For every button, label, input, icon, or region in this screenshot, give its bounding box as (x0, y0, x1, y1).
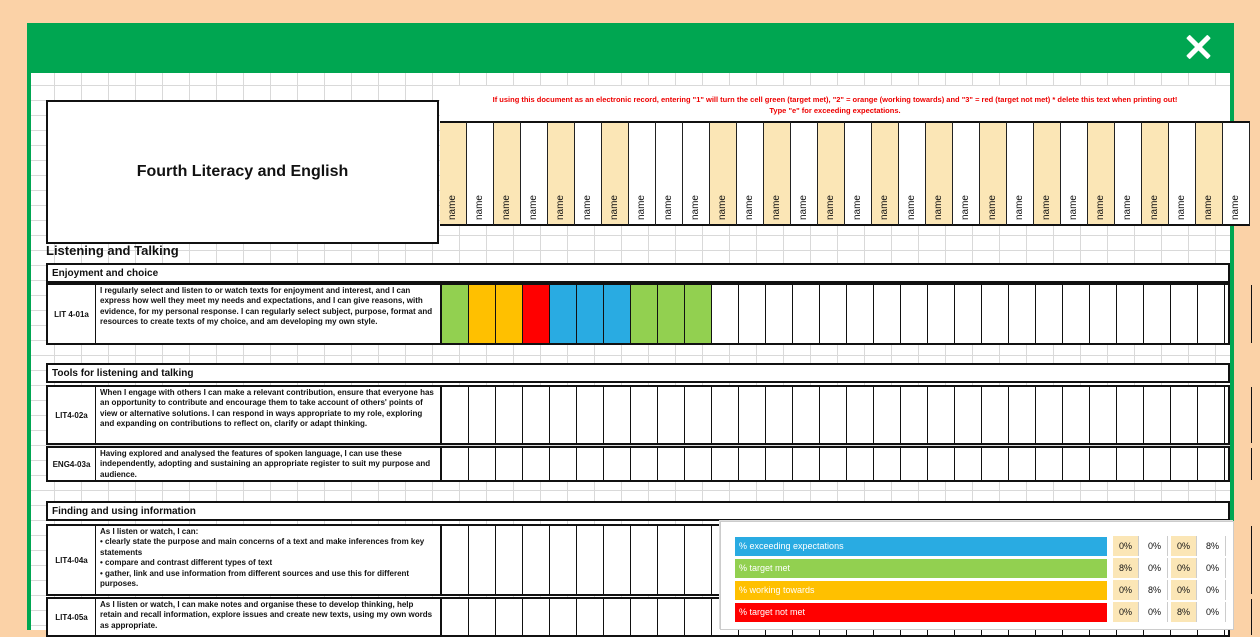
assessment-cell[interactable] (631, 526, 658, 594)
outcome-code: LIT4-02a (48, 387, 96, 443)
assessment-cell[interactable] (442, 526, 469, 594)
assessment-cell[interactable] (658, 526, 685, 594)
assessment-cell[interactable] (955, 387, 982, 443)
legend-percent: 0% (1142, 558, 1168, 578)
assessment-cell[interactable] (820, 285, 847, 343)
assessment-cell[interactable] (847, 387, 874, 443)
outcome-description: When I engage with others I can make a relevant contribution, ensure that everyone has an opportunity to contribute and encourage them to take account of others' points of view or alternative solutions. I can respond in ways appropriate to my role, exploring and expanding on contributions to reflect on, clarify or adapt thinking. (97, 387, 442, 443)
assessment-cell[interactable] (1036, 285, 1063, 343)
assessment-cell[interactable] (442, 285, 469, 343)
assessment-cell[interactable] (496, 285, 523, 343)
assessment-cell[interactable] (685, 599, 712, 635)
assessment-cell[interactable] (955, 285, 982, 343)
legend-percent: 0% (1171, 580, 1197, 600)
assessment-cell[interactable] (631, 599, 658, 635)
assessment-cell[interactable] (739, 387, 766, 443)
assessment-cell[interactable] (523, 599, 550, 635)
assessment-cell[interactable] (901, 285, 928, 343)
spreadsheet[interactable] (31, 73, 1241, 630)
assessment-cell[interactable] (1063, 387, 1090, 443)
name-label: name (609, 194, 620, 220)
assessment-cell[interactable] (577, 387, 604, 443)
assessment-cell[interactable] (874, 387, 901, 443)
assessment-cell[interactable] (1198, 387, 1225, 443)
legend-percent: 8% (1171, 602, 1197, 622)
assessment-cell[interactable] (577, 599, 604, 635)
assessment-cell[interactable] (658, 387, 685, 443)
assessment-cell[interactable] (1117, 387, 1144, 443)
name-column-header[interactable] (764, 121, 791, 226)
assessment-cell[interactable] (847, 448, 874, 480)
name-label: name (771, 194, 782, 220)
outcome-description: As I listen or watch, I can make notes and organise these to develop thinking, help retain and recall information, explore issues and create new texts, using my own words as appropriate. (97, 599, 442, 635)
assessment-cell[interactable] (982, 285, 1009, 343)
assessment-cell[interactable] (1171, 285, 1198, 343)
sheet-title: Fourth Literacy and English (46, 100, 439, 244)
name-label: name (744, 194, 755, 220)
name-column-header[interactable] (629, 121, 656, 226)
assessment-cell[interactable] (1009, 387, 1036, 443)
subheading-tools: Tools for listening and talking (46, 363, 1230, 383)
name-column-header[interactable] (1223, 121, 1250, 226)
name-label: name (1041, 194, 1052, 220)
legend-percent: 0% (1113, 580, 1139, 600)
assessment-cell[interactable] (604, 526, 631, 594)
assessment-cell[interactable] (1117, 285, 1144, 343)
assessment-cell[interactable] (1063, 285, 1090, 343)
outcome-description: I regularly select and listen to or watch texts for enjoyment and interest, and I can express how well they meet my needs and expectations, and I can give reasons, with evidence, for my personal response. I can regularly select subject, purpose, format and resources to create texts of my choice, and am developing my own style. (97, 285, 442, 343)
assessment-cell[interactable] (766, 448, 793, 480)
assessment-cell[interactable] (496, 387, 523, 443)
assessment-cells (442, 285, 1228, 343)
assessment-cell[interactable] (712, 448, 739, 480)
name-label: name (717, 194, 728, 220)
outcome-code: ENG4-03a (48, 448, 96, 480)
name-column-header[interactable] (1007, 121, 1034, 226)
name-column-header[interactable] (467, 121, 494, 226)
assessment-cell[interactable] (928, 448, 955, 480)
assessment-cell[interactable] (793, 448, 820, 480)
name-column-header[interactable] (899, 121, 926, 226)
legend-percent: 0% (1171, 536, 1197, 556)
assessment-cell[interactable] (1117, 448, 1144, 480)
window-frame (27, 23, 1241, 630)
assessment-cell[interactable] (496, 599, 523, 635)
subheading-enjoyment: Enjoyment and choice (46, 263, 1230, 283)
assessment-cells (442, 387, 1228, 443)
assessment-cell[interactable] (604, 599, 631, 635)
assessment-cell[interactable] (1171, 448, 1198, 480)
outcome-code: LIT 4-01a (48, 285, 96, 343)
assessment-cell[interactable] (1090, 448, 1117, 480)
assessment-cell[interactable] (469, 448, 496, 480)
name-label: name (1176, 194, 1187, 220)
assessment-cell[interactable] (793, 285, 820, 343)
assessment-cell[interactable] (577, 285, 604, 343)
assessment-cell[interactable] (469, 387, 496, 443)
assessment-cell[interactable] (1225, 285, 1252, 343)
legend-label: % exceeding expectations (735, 536, 1107, 556)
name-column-header[interactable] (683, 121, 710, 226)
name-label: name (1014, 194, 1025, 220)
assessment-cell[interactable] (469, 285, 496, 343)
name-column-header[interactable] (1088, 121, 1115, 226)
assessment-cell[interactable] (523, 448, 550, 480)
assessment-cell[interactable] (1198, 448, 1225, 480)
assessment-cell[interactable] (982, 387, 1009, 443)
legend-percent: 8% (1142, 580, 1168, 600)
name-column-header[interactable] (926, 121, 953, 226)
assessment-cell[interactable] (928, 285, 955, 343)
legend-label: % working towards (735, 580, 1107, 600)
assessment-cell[interactable] (469, 526, 496, 594)
name-column-header[interactable] (845, 121, 872, 226)
outcome-row (46, 385, 1230, 445)
assessment-cells (442, 448, 1228, 480)
name-label: name (1068, 194, 1079, 220)
outcome-row (46, 283, 1230, 345)
name-label: name (906, 194, 917, 220)
assessment-cell[interactable] (631, 285, 658, 343)
assessment-cell[interactable] (496, 448, 523, 480)
name-column-header[interactable] (791, 121, 818, 226)
name-label: name (879, 194, 890, 220)
name-label: name (690, 194, 701, 220)
name-label: name (1095, 194, 1106, 220)
legend-label: % target not met (735, 602, 1107, 622)
name-column-header[interactable] (1034, 121, 1061, 226)
assessment-cell[interactable] (766, 285, 793, 343)
assessment-cell[interactable] (820, 387, 847, 443)
assessment-cell[interactable] (442, 448, 469, 480)
name-label: name (987, 194, 998, 220)
name-column-header[interactable] (1196, 121, 1223, 226)
name-column-header[interactable] (575, 121, 602, 226)
assessment-cell[interactable] (550, 448, 577, 480)
name-label: name (933, 194, 944, 220)
legend-percent: 0% (1142, 602, 1168, 622)
assessment-cell[interactable] (712, 387, 739, 443)
name-column-header[interactable] (872, 121, 899, 226)
assessment-cell[interactable] (1009, 448, 1036, 480)
name-column-header[interactable] (602, 121, 629, 226)
name-column-header[interactable] (818, 121, 845, 226)
name-label: name (528, 194, 539, 220)
legend-percent: 0% (1200, 580, 1226, 600)
assessment-cell[interactable] (577, 526, 604, 594)
name-label: name (636, 194, 647, 220)
legend-percent: 8% (1200, 536, 1226, 556)
name-label: name (1203, 194, 1214, 220)
name-label: name (960, 194, 971, 220)
legend-percent: 0% (1113, 602, 1139, 622)
assessment-cell[interactable] (550, 599, 577, 635)
assessment-cell[interactable] (442, 599, 469, 635)
name-column-header[interactable] (548, 121, 575, 226)
assessment-cell[interactable] (658, 599, 685, 635)
name-label: name (474, 194, 485, 220)
notice-line-2: Type "e" for exceeding expectations. (769, 106, 901, 115)
assessment-cell[interactable] (1171, 387, 1198, 443)
assessment-cell[interactable] (604, 387, 631, 443)
name-label: name (1230, 194, 1241, 220)
legend-percent: 0% (1200, 558, 1226, 578)
name-label: name (582, 194, 593, 220)
name-column-header[interactable] (737, 121, 764, 226)
legend-percent: 0% (1142, 536, 1168, 556)
legend-percent: 0% (1113, 536, 1139, 556)
assessment-cell[interactable] (955, 448, 982, 480)
name-label: name (798, 194, 809, 220)
assessment-cell[interactable] (1036, 387, 1063, 443)
outcome-description: Having explored and analysed the features of spoken language, I can use these independently, adopting and sustaining an appropriate register to suit my purpose and audience. (97, 448, 442, 480)
name-label: name (447, 194, 458, 220)
name-label: name (501, 194, 512, 220)
assessment-cell[interactable] (1090, 387, 1117, 443)
name-column-header[interactable] (1142, 121, 1169, 226)
assessment-cell[interactable] (901, 387, 928, 443)
assessment-cell[interactable] (577, 448, 604, 480)
outcome-row (46, 446, 1230, 482)
name-label: name (1149, 194, 1160, 220)
assessment-cell[interactable] (793, 387, 820, 443)
name-label: name (555, 194, 566, 220)
name-column-header[interactable] (656, 121, 683, 226)
legend-percent: 0% (1200, 602, 1226, 622)
assessment-cell[interactable] (901, 448, 928, 480)
assessment-cell[interactable] (928, 387, 955, 443)
assessment-cell[interactable] (1090, 285, 1117, 343)
assessment-cell[interactable] (1009, 285, 1036, 343)
assessment-cell[interactable] (1036, 448, 1063, 480)
name-column-header[interactable] (1169, 121, 1196, 226)
section-heading-listening: Listening and Talking (46, 243, 179, 258)
assessment-cell[interactable] (685, 387, 712, 443)
assessment-cell[interactable] (982, 448, 1009, 480)
assessment-cell[interactable] (523, 526, 550, 594)
assessment-cell[interactable] (604, 448, 631, 480)
assessment-cell[interactable] (469, 599, 496, 635)
assessment-cell[interactable] (631, 387, 658, 443)
assessment-cell[interactable] (685, 526, 712, 594)
assessment-cell[interactable] (604, 285, 631, 343)
assessment-cell[interactable] (1144, 285, 1171, 343)
name-label: name (1122, 194, 1133, 220)
name-column-header[interactable] (440, 121, 467, 226)
outcome-code: LIT4-05a (48, 599, 96, 635)
outcome-code: LIT4-04a (48, 526, 96, 594)
name-column-header[interactable] (980, 121, 1007, 226)
name-column-header[interactable] (710, 121, 737, 226)
assessment-cell[interactable] (523, 285, 550, 343)
name-label: name (663, 194, 674, 220)
name-column-header[interactable] (521, 121, 548, 226)
assessment-cell[interactable] (1198, 285, 1225, 343)
name-label: name (825, 194, 836, 220)
close-icon[interactable] (1180, 29, 1216, 65)
assessment-cell[interactable] (847, 285, 874, 343)
notice-line-1: If using this document as an electronic record, entering "1" will turn the cell green (target met), "2" = orange (working towards) and "3" = red (target not met) * delete this text when printing out! (492, 95, 1178, 104)
assessment-cell[interactable] (658, 285, 685, 343)
assessment-cell[interactable] (874, 285, 901, 343)
assessment-cell[interactable] (1225, 387, 1252, 443)
assessment-cell[interactable] (820, 448, 847, 480)
name-column-header[interactable] (953, 121, 980, 226)
outcome-description: As I listen or watch, I can: • clearly state the purpose and main concerns of a text and make inferences from key statements • compare and contrast different types of text • gather, link and use information from different sources and use this for different purposes. (97, 526, 442, 594)
subheading-finding: Finding and using information (46, 501, 1230, 521)
assessment-cell[interactable] (685, 285, 712, 343)
legend-label: % target met (735, 558, 1107, 578)
name-column-header[interactable] (1061, 121, 1088, 226)
assessment-cell[interactable] (1225, 448, 1252, 480)
summary-legend (720, 521, 1234, 630)
assessment-cell[interactable] (550, 285, 577, 343)
assessment-cell[interactable] (1063, 448, 1090, 480)
assessment-cell[interactable] (712, 285, 739, 343)
assessment-cell[interactable] (685, 448, 712, 480)
assessment-cell[interactable] (550, 387, 577, 443)
assessment-cell[interactable] (496, 526, 523, 594)
assessment-cell[interactable] (1144, 387, 1171, 443)
assessment-cell[interactable] (874, 448, 901, 480)
name-column-header[interactable] (1115, 121, 1142, 226)
assessment-cell[interactable] (631, 448, 658, 480)
assessment-cell[interactable] (739, 285, 766, 343)
name-label: name (852, 194, 863, 220)
assessment-cell[interactable] (739, 448, 766, 480)
assessment-cell[interactable] (550, 526, 577, 594)
assessment-cell[interactable] (1144, 448, 1171, 480)
legend-percent: 0% (1171, 558, 1197, 578)
assessment-cell[interactable] (658, 448, 685, 480)
name-column-header[interactable] (494, 121, 521, 226)
assessment-cell[interactable] (523, 387, 550, 443)
legend-percent: 8% (1113, 558, 1139, 578)
assessment-cell[interactable] (442, 387, 469, 443)
assessment-cell[interactable] (766, 387, 793, 443)
